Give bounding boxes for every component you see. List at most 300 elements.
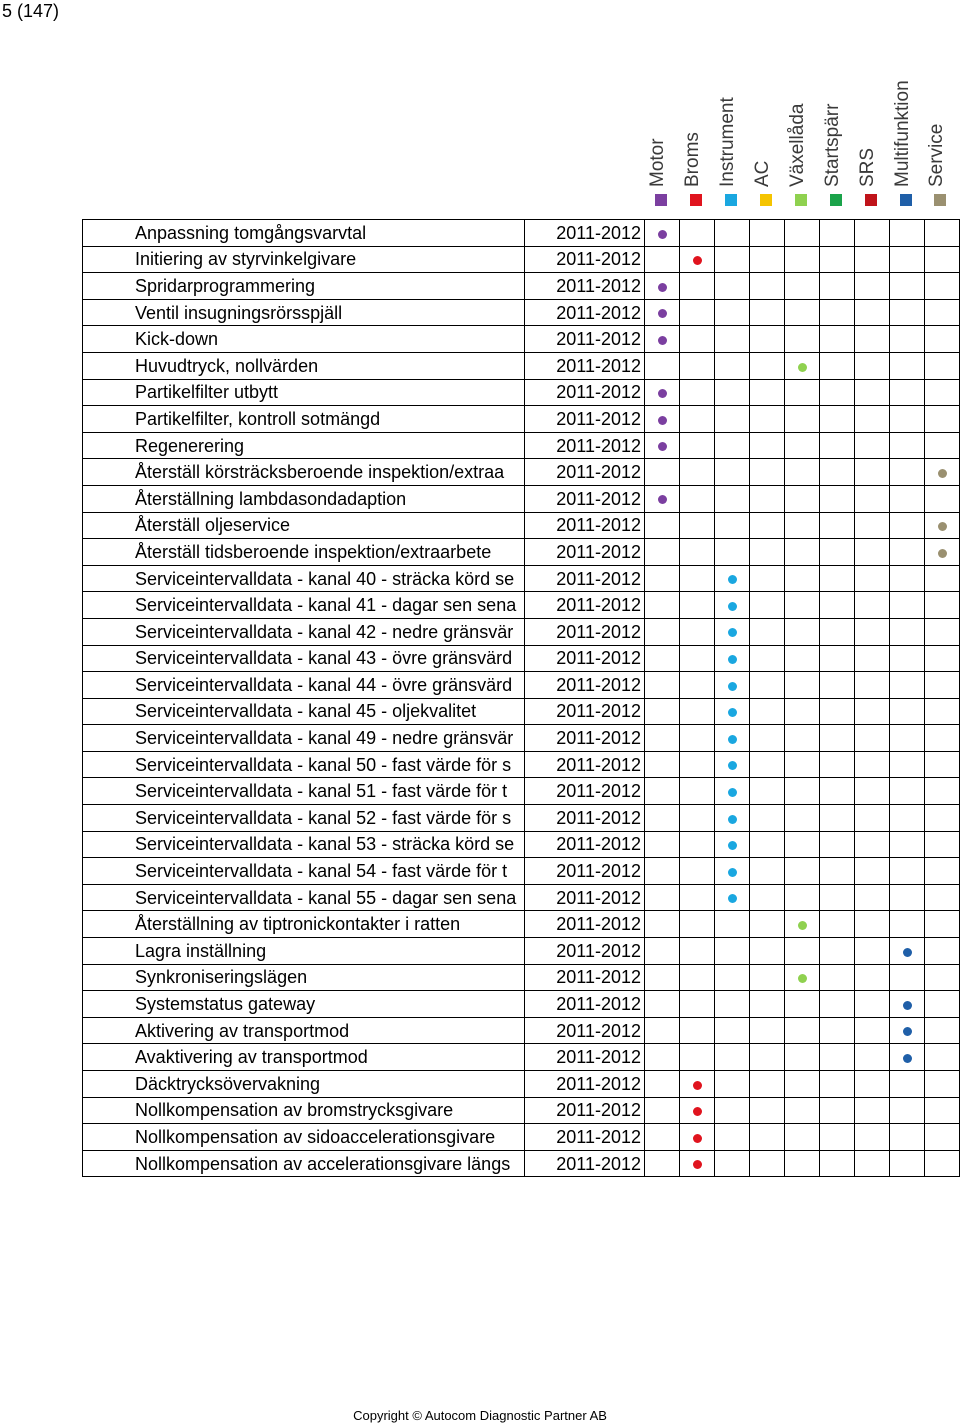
mark-cell-broms	[680, 618, 715, 645]
mark-cell-startsparr	[820, 1071, 855, 1098]
table-row	[83, 645, 960, 672]
mark-cell-broms	[680, 725, 715, 752]
mark-cell-vaxellada	[785, 485, 820, 512]
mark-cell-service	[925, 459, 960, 486]
dot-marker-instrument	[728, 868, 737, 877]
mark-cell-srs	[855, 778, 890, 805]
mark-cell-srs	[855, 805, 890, 832]
dot-marker-multifunktion	[903, 1027, 912, 1036]
column-swatch-broms	[690, 194, 702, 206]
mark-cell-motor	[645, 1071, 680, 1098]
mark-cell-ac	[750, 991, 785, 1018]
mark-cell-ac	[750, 220, 785, 247]
mark-cell-startsparr	[820, 1044, 855, 1071]
mark-cell-vaxellada	[785, 1124, 820, 1151]
mark-cell-instrument	[715, 698, 750, 725]
mark-cell-motor	[645, 565, 680, 592]
mark-cell-startsparr	[820, 1017, 855, 1044]
mark-cell-motor	[645, 698, 680, 725]
mark-cell-motor	[645, 831, 680, 858]
column-swatch-srs	[865, 194, 877, 206]
mark-cell-service	[925, 778, 960, 805]
mark-cell-motor	[645, 1097, 680, 1124]
table-row	[83, 512, 960, 539]
mark-cell-instrument	[715, 831, 750, 858]
mark-cell-srs	[855, 1044, 890, 1071]
table-row	[83, 938, 960, 965]
function-name-cell: Regenerering	[83, 432, 525, 459]
mark-cell-ac	[750, 299, 785, 326]
mark-cell-ac	[750, 459, 785, 486]
dot-marker-multifunktion	[903, 948, 912, 957]
year-cell: 2011-2012	[525, 911, 645, 938]
mark-cell-multifunktion	[890, 618, 925, 645]
mark-cell-instrument	[715, 299, 750, 326]
year-cell: 2011-2012	[525, 459, 645, 486]
mark-cell-service	[925, 406, 960, 433]
mark-cell-motor	[645, 299, 680, 326]
mark-cell-srs	[855, 1150, 890, 1177]
mark-cell-ac	[750, 406, 785, 433]
mark-cell-multifunktion	[890, 246, 925, 273]
mark-cell-multifunktion	[890, 432, 925, 459]
mark-cell-service	[925, 512, 960, 539]
year-cell: 2011-2012	[525, 485, 645, 512]
mark-cell-broms	[680, 751, 715, 778]
mark-cell-broms	[680, 512, 715, 539]
mark-cell-ac	[750, 805, 785, 832]
mark-cell-service	[925, 938, 960, 965]
mark-cell-startsparr	[820, 778, 855, 805]
mark-cell-service	[925, 1124, 960, 1151]
mark-cell-motor	[645, 725, 680, 752]
year-cell: 2011-2012	[525, 645, 645, 672]
table-row	[83, 379, 960, 406]
function-name-cell: Serviceintervalldata - kanal 42 - nedre gränsvär	[83, 618, 525, 645]
dot-marker-motor	[658, 495, 667, 504]
mark-cell-multifunktion	[890, 725, 925, 752]
column-header-ac	[749, 0, 783, 215]
mark-cell-ac	[750, 1044, 785, 1071]
dot-marker-service	[938, 469, 947, 478]
dot-marker-motor	[658, 389, 667, 398]
mark-cell-instrument	[715, 459, 750, 486]
mark-cell-broms	[680, 698, 715, 725]
mark-cell-motor	[645, 672, 680, 699]
mark-cell-vaxellada	[785, 911, 820, 938]
mark-cell-vaxellada	[785, 352, 820, 379]
column-label-broms: Broms	[682, 132, 703, 187]
mark-cell-instrument	[715, 1124, 750, 1151]
year-cell: 2011-2012	[525, 1097, 645, 1124]
table-row	[83, 751, 960, 778]
dot-marker-broms	[693, 256, 702, 265]
mark-cell-ac	[750, 1017, 785, 1044]
year-cell: 2011-2012	[525, 379, 645, 406]
mark-cell-startsparr	[820, 220, 855, 247]
year-cell: 2011-2012	[525, 805, 645, 832]
mark-cell-srs	[855, 884, 890, 911]
function-name-cell: Återställ körsträcksberoende inspektion/extraa	[83, 459, 525, 486]
column-header-srs	[854, 0, 888, 215]
mark-cell-ac	[750, 1071, 785, 1098]
mark-cell-multifunktion	[890, 352, 925, 379]
mark-cell-startsparr	[820, 299, 855, 326]
dot-marker-broms	[693, 1160, 702, 1169]
mark-cell-broms	[680, 1124, 715, 1151]
mark-cell-instrument	[715, 592, 750, 619]
function-name-cell: Lagra inställning	[83, 938, 525, 965]
mark-cell-broms	[680, 273, 715, 300]
table-row	[83, 246, 960, 273]
year-cell: 2011-2012	[525, 352, 645, 379]
mark-cell-service	[925, 618, 960, 645]
mark-cell-service	[925, 911, 960, 938]
mark-cell-motor	[645, 1124, 680, 1151]
column-label-srs: SRS	[857, 147, 878, 187]
function-name-cell: Serviceintervalldata - kanal 45 - oljekvalitet	[83, 698, 525, 725]
mark-cell-startsparr	[820, 352, 855, 379]
mark-cell-vaxellada	[785, 698, 820, 725]
table-row	[83, 672, 960, 699]
mark-cell-broms	[680, 379, 715, 406]
table-row	[83, 1071, 960, 1098]
mark-cell-srs	[855, 220, 890, 247]
mark-cell-srs	[855, 645, 890, 672]
mark-cell-multifunktion	[890, 964, 925, 991]
mark-cell-srs	[855, 725, 890, 752]
table-row	[83, 618, 960, 645]
column-header-multifunktion	[889, 0, 923, 215]
mark-cell-multifunktion	[890, 911, 925, 938]
mark-cell-startsparr	[820, 459, 855, 486]
mark-cell-vaxellada	[785, 1071, 820, 1098]
mark-cell-motor	[645, 512, 680, 539]
mark-cell-service	[925, 273, 960, 300]
mark-cell-broms	[680, 645, 715, 672]
mark-cell-srs	[855, 379, 890, 406]
mark-cell-multifunktion	[890, 751, 925, 778]
mark-cell-vaxellada	[785, 592, 820, 619]
mark-cell-startsparr	[820, 246, 855, 273]
mark-cell-motor	[645, 459, 680, 486]
mark-cell-service	[925, 485, 960, 512]
mark-cell-broms	[680, 672, 715, 699]
mark-cell-instrument	[715, 485, 750, 512]
mark-cell-service	[925, 246, 960, 273]
mark-cell-ac	[750, 565, 785, 592]
mark-cell-instrument	[715, 1071, 750, 1098]
mark-cell-vaxellada	[785, 459, 820, 486]
mark-cell-vaxellada	[785, 938, 820, 965]
mark-cell-broms	[680, 991, 715, 1018]
mark-cell-srs	[855, 964, 890, 991]
mark-cell-service	[925, 1017, 960, 1044]
mark-cell-broms	[680, 1150, 715, 1177]
mark-cell-vaxellada	[785, 991, 820, 1018]
mark-cell-srs	[855, 352, 890, 379]
page-number: 5 (147)	[2, 1, 60, 21]
mark-cell-service	[925, 1150, 960, 1177]
dot-marker-broms	[693, 1134, 702, 1143]
mark-cell-ac	[750, 1097, 785, 1124]
mark-cell-motor	[645, 592, 680, 619]
mark-cell-multifunktion	[890, 485, 925, 512]
year-cell: 2011-2012	[525, 725, 645, 752]
mark-cell-broms	[680, 220, 715, 247]
year-cell: 2011-2012	[525, 858, 645, 885]
mark-cell-ac	[750, 725, 785, 752]
mark-cell-multifunktion	[890, 672, 925, 699]
mark-cell-instrument	[715, 805, 750, 832]
column-swatch-vaxellada	[795, 194, 807, 206]
year-cell: 2011-2012	[525, 778, 645, 805]
mark-cell-ac	[750, 512, 785, 539]
table-row	[83, 831, 960, 858]
mark-cell-broms	[680, 1071, 715, 1098]
function-name-cell: Spridarprogrammering	[83, 273, 525, 300]
mark-cell-broms	[680, 831, 715, 858]
mark-cell-srs	[855, 911, 890, 938]
year-cell: 2011-2012	[525, 698, 645, 725]
mark-cell-service	[925, 1044, 960, 1071]
mark-cell-srs	[855, 539, 890, 566]
mark-cell-multifunktion	[890, 592, 925, 619]
mark-cell-broms	[680, 485, 715, 512]
column-label-motor: Motor	[647, 138, 668, 187]
mark-cell-motor	[645, 220, 680, 247]
year-cell: 2011-2012	[525, 220, 645, 247]
dot-marker-service	[938, 522, 947, 531]
function-name-cell: Synkroniseringslägen	[83, 964, 525, 991]
copyright-footer: Copyright © Autocom Diagnostic Partner AB	[353, 1408, 607, 1423]
mark-cell-instrument	[715, 565, 750, 592]
mark-cell-broms	[680, 326, 715, 353]
year-cell: 2011-2012	[525, 831, 645, 858]
mark-cell-srs	[855, 1071, 890, 1098]
mark-cell-motor	[645, 911, 680, 938]
dot-marker-vaxellada	[798, 974, 807, 983]
year-cell: 2011-2012	[525, 406, 645, 433]
mark-cell-startsparr	[820, 964, 855, 991]
mark-cell-service	[925, 1071, 960, 1098]
mark-cell-motor	[645, 352, 680, 379]
mark-cell-ac	[750, 246, 785, 273]
column-header-service	[923, 0, 957, 215]
mark-cell-multifunktion	[890, 326, 925, 353]
mark-cell-ac	[750, 858, 785, 885]
table-row	[83, 352, 960, 379]
mark-cell-service	[925, 751, 960, 778]
mark-cell-broms	[680, 778, 715, 805]
year-cell: 2011-2012	[525, 432, 645, 459]
function-name-cell: Partikelfilter utbytt	[83, 379, 525, 406]
mark-cell-instrument	[715, 512, 750, 539]
dot-marker-broms	[693, 1107, 702, 1116]
column-header-vaxellada	[784, 0, 818, 215]
mark-cell-multifunktion	[890, 273, 925, 300]
function-name-cell: Partikelfilter, kontroll sotmängd	[83, 406, 525, 433]
mark-cell-motor	[645, 805, 680, 832]
mark-cell-startsparr	[820, 858, 855, 885]
mark-cell-multifunktion	[890, 539, 925, 566]
mark-cell-instrument	[715, 352, 750, 379]
mark-cell-multifunktion	[890, 991, 925, 1018]
mark-cell-vaxellada	[785, 725, 820, 752]
column-header-motor	[644, 0, 678, 215]
mark-cell-instrument	[715, 406, 750, 433]
mark-cell-motor	[645, 432, 680, 459]
mark-cell-ac	[750, 751, 785, 778]
mark-cell-ac	[750, 938, 785, 965]
mark-cell-startsparr	[820, 1124, 855, 1151]
mark-cell-startsparr	[820, 831, 855, 858]
mark-cell-instrument	[715, 725, 750, 752]
mark-cell-srs	[855, 831, 890, 858]
mark-cell-multifunktion	[890, 406, 925, 433]
mark-cell-broms	[680, 539, 715, 566]
mark-cell-vaxellada	[785, 805, 820, 832]
mark-cell-broms	[680, 1097, 715, 1124]
mark-cell-motor	[645, 884, 680, 911]
year-cell: 2011-2012	[525, 884, 645, 911]
mark-cell-srs	[855, 299, 890, 326]
column-headers	[0, 0, 960, 215]
mark-cell-service	[925, 725, 960, 752]
table-row	[83, 220, 960, 247]
year-cell: 2011-2012	[525, 246, 645, 273]
column-label-startsparr: Startspärr	[822, 103, 843, 187]
column-header-startsparr	[819, 0, 853, 215]
mark-cell-broms	[680, 884, 715, 911]
function-name-cell: Serviceintervalldata - kanal 51 - fast värde för t	[83, 778, 525, 805]
mark-cell-srs	[855, 1124, 890, 1151]
mark-cell-multifunktion	[890, 512, 925, 539]
dot-marker-motor	[658, 336, 667, 345]
mark-cell-vaxellada	[785, 1150, 820, 1177]
mark-cell-ac	[750, 645, 785, 672]
function-name-cell: Aktivering av transportmod	[83, 1017, 525, 1044]
mark-cell-service	[925, 1097, 960, 1124]
mark-cell-vaxellada	[785, 432, 820, 459]
mark-cell-srs	[855, 512, 890, 539]
mark-cell-startsparr	[820, 751, 855, 778]
mark-cell-startsparr	[820, 991, 855, 1018]
mark-cell-multifunktion	[890, 805, 925, 832]
mark-cell-broms	[680, 1044, 715, 1071]
mark-cell-motor	[645, 618, 680, 645]
table-row	[83, 1124, 960, 1151]
mark-cell-ac	[750, 884, 785, 911]
mark-cell-instrument	[715, 1044, 750, 1071]
mark-cell-multifunktion	[890, 1044, 925, 1071]
dot-marker-motor	[658, 309, 667, 318]
mark-cell-motor	[645, 964, 680, 991]
dot-marker-motor	[658, 416, 667, 425]
mark-cell-service	[925, 831, 960, 858]
mark-cell-motor	[645, 858, 680, 885]
dot-marker-instrument	[728, 815, 737, 824]
mark-cell-vaxellada	[785, 884, 820, 911]
mark-cell-srs	[855, 565, 890, 592]
mark-cell-startsparr	[820, 565, 855, 592]
mark-cell-srs	[855, 672, 890, 699]
mark-cell-motor	[645, 539, 680, 566]
mark-cell-vaxellada	[785, 220, 820, 247]
year-cell: 2011-2012	[525, 565, 645, 592]
mark-cell-instrument	[715, 964, 750, 991]
mark-cell-vaxellada	[785, 751, 820, 778]
function-name-cell: Nollkompensation av bromstrycksgivare	[83, 1097, 525, 1124]
mark-cell-startsparr	[820, 432, 855, 459]
column-swatch-service	[934, 194, 946, 206]
dot-marker-instrument	[728, 655, 737, 664]
mark-cell-instrument	[715, 938, 750, 965]
year-cell: 2011-2012	[525, 512, 645, 539]
mark-cell-srs	[855, 273, 890, 300]
mark-cell-instrument	[715, 991, 750, 1018]
mark-cell-service	[925, 964, 960, 991]
table-row	[83, 539, 960, 566]
year-cell: 2011-2012	[525, 1150, 645, 1177]
mark-cell-service	[925, 991, 960, 1018]
table-row	[83, 991, 960, 1018]
table-row	[83, 485, 960, 512]
mark-cell-broms	[680, 964, 715, 991]
mark-cell-vaxellada	[785, 246, 820, 273]
mark-cell-srs	[855, 751, 890, 778]
mark-cell-motor	[645, 326, 680, 353]
function-table	[82, 219, 960, 1177]
dot-marker-instrument	[728, 575, 737, 584]
dot-marker-instrument	[728, 735, 737, 744]
mark-cell-srs	[855, 858, 890, 885]
mark-cell-instrument	[715, 432, 750, 459]
mark-cell-service	[925, 805, 960, 832]
mark-cell-service	[925, 352, 960, 379]
table-row	[83, 1097, 960, 1124]
dot-marker-instrument	[728, 602, 737, 611]
mark-cell-startsparr	[820, 645, 855, 672]
mark-cell-instrument	[715, 220, 750, 247]
mark-cell-srs	[855, 618, 890, 645]
mark-cell-srs	[855, 1017, 890, 1044]
mark-cell-vaxellada	[785, 1017, 820, 1044]
mark-cell-multifunktion	[890, 1071, 925, 1098]
mark-cell-instrument	[715, 379, 750, 406]
mark-cell-srs	[855, 406, 890, 433]
mark-cell-srs	[855, 698, 890, 725]
mark-cell-ac	[750, 326, 785, 353]
function-name-cell: Systemstatus gateway	[83, 991, 525, 1018]
column-swatch-startsparr	[830, 194, 842, 206]
column-label-ac: AC	[752, 160, 773, 187]
mark-cell-broms	[680, 432, 715, 459]
mark-cell-srs	[855, 326, 890, 353]
mark-cell-service	[925, 220, 960, 247]
mark-cell-ac	[750, 539, 785, 566]
year-cell: 2011-2012	[525, 1071, 645, 1098]
dot-marker-instrument	[728, 894, 737, 903]
mark-cell-broms	[680, 911, 715, 938]
dot-marker-multifunktion	[903, 1054, 912, 1063]
mark-cell-multifunktion	[890, 938, 925, 965]
mark-cell-service	[925, 326, 960, 353]
table-row	[83, 299, 960, 326]
mark-cell-multifunktion	[890, 1150, 925, 1177]
mark-cell-vaxellada	[785, 1097, 820, 1124]
mark-cell-multifunktion	[890, 778, 925, 805]
